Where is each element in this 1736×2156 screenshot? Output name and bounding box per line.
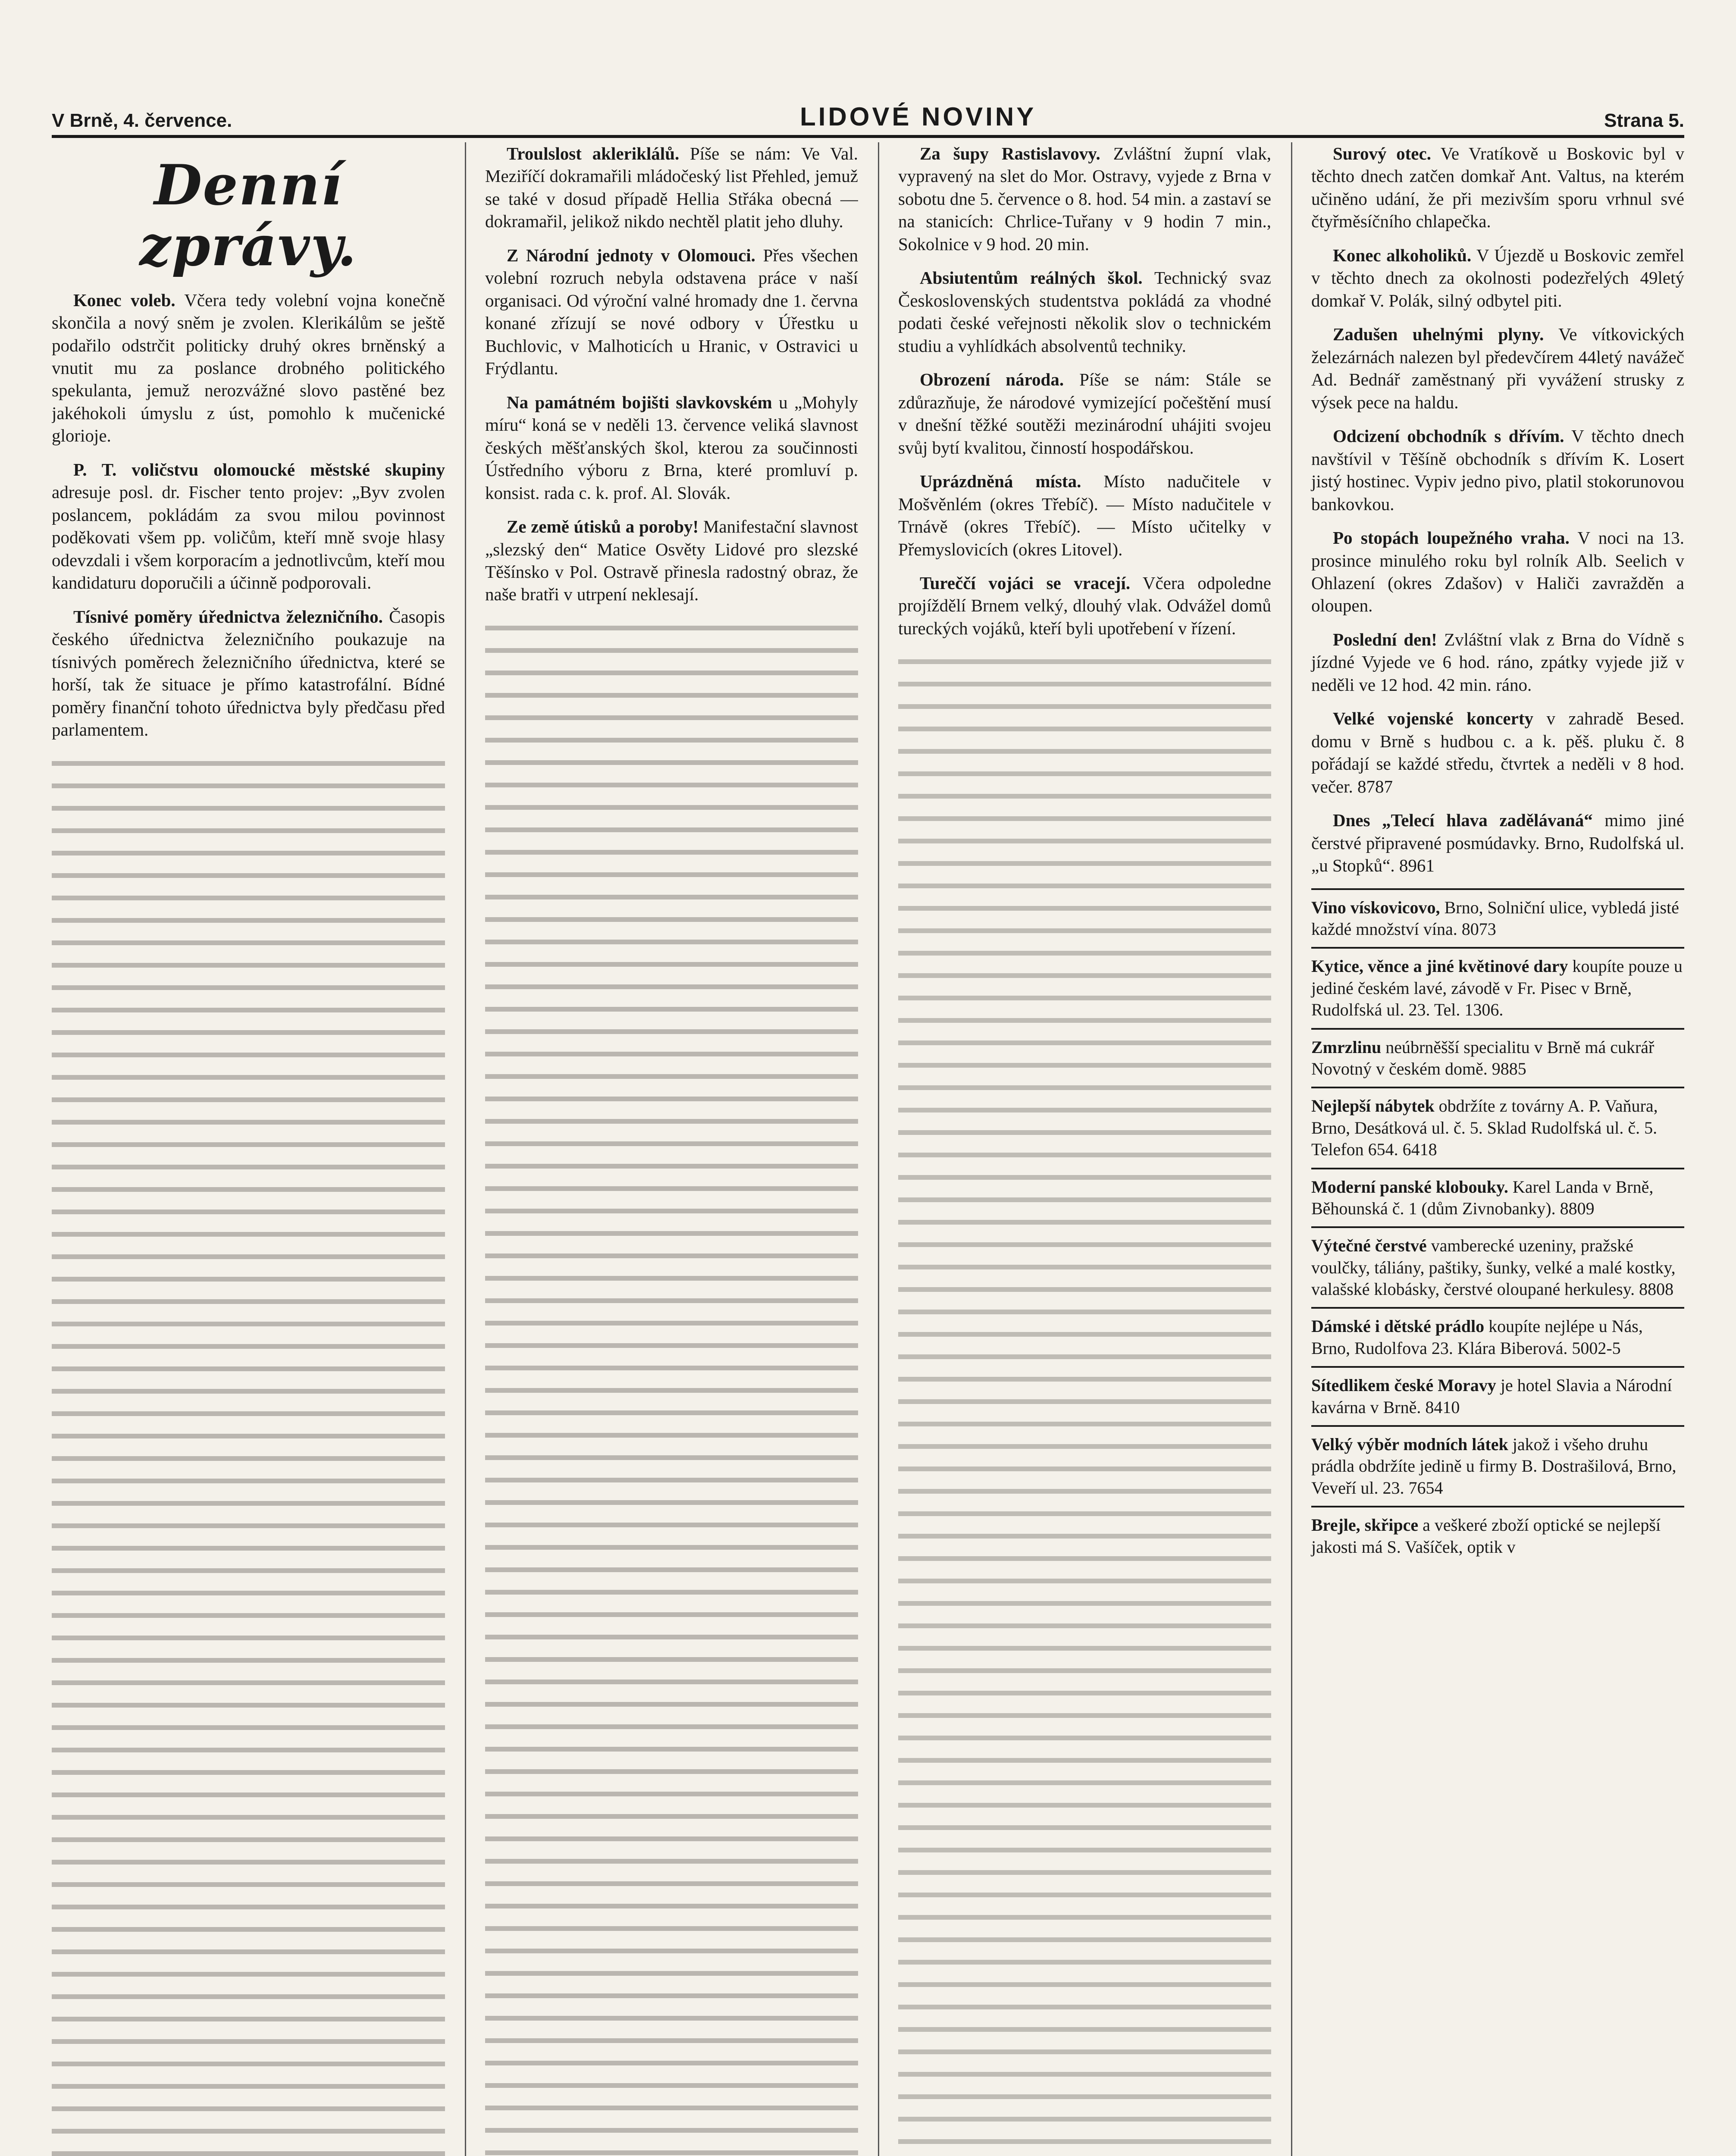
article-text: mimo jiné čerstvé připravené posmúdavky. Brno, Rudolfská ul. „u Stopků“. 8961: [1311, 810, 1684, 876]
article-text: V noci na 13. prosince minulého roku byl rolník Alb. Seelich v Ohlazení (okres Zdašov) v Haliči zavražděn a oloupen.: [1311, 528, 1684, 616]
article: [1311, 142, 1684, 233]
classified-ad: [1311, 1028, 1684, 1087]
ad-text: neúbrněšší specialitu v Brně má cukrář Novotný v českém domě. 9885: [1311, 1037, 1655, 1078]
article-lead: Dnes „Telecí hlava zadělávaná“: [1333, 810, 1593, 830]
article: [1311, 809, 1684, 877]
article-text: V Újezdě u Boskovic zemřel v těchto dnech za okolnosti podezřelých 49letý domkař V. Polák, silný odbytel piti.: [1311, 245, 1684, 310]
article-text: Ve Vratíkově u Boskovic byl v těchto dnech zatčen domkař Ant. Valtus, na kterém učiněno udání, že při mezivším sporu vrhnul své čtyřměsíčního chlapečka.: [1311, 144, 1684, 232]
article: [52, 605, 445, 741]
article: [485, 142, 858, 233]
article: [1311, 425, 1684, 515]
article: [1311, 323, 1684, 414]
classified-ads: [1311, 888, 1684, 1565]
ad-lead: Moderní panské klobouky.: [1311, 1177, 1508, 1197]
text-continuation: [898, 651, 1271, 2156]
article-text: Technický svaz Československých studentstva pokládá za vhodné podati české veřejnosti několik slov o technickém studiu a vyhlídkách absolventů techniky.: [898, 268, 1271, 356]
article-text: Přes všechen volební rozruch nebyla odstavena práce v naší organisaci. Od výroční valné hromady dne 1. června konané zřízují se nové odbory v Úřestku u Buchlovic, v Malhoticích u Hranic, v Ostravici u Frýdlantu.: [485, 245, 858, 379]
masthead: LIDOVÉ NOVINY: [800, 102, 1037, 131]
article-lead: P. T. voličstvu olomoucké městské skupiny: [73, 459, 445, 479]
article-lead: Odcizení obchodník s dřívím.: [1333, 426, 1564, 446]
article: [1311, 707, 1684, 798]
ad-text: Brno, Solniční ulice, vybledá jisté každé množství vína. 8073: [1311, 897, 1679, 939]
article: [52, 289, 445, 447]
ad-lead: Sítedlikem české Moravy: [1311, 1376, 1496, 1395]
article: [1311, 244, 1684, 312]
classified-ad: [1311, 1307, 1684, 1366]
ad-lead: Nejlepší nábytek: [1311, 1096, 1435, 1116]
section-headline: Denní zprávy.: [139, 153, 357, 279]
article: [1311, 628, 1684, 696]
article: [898, 572, 1271, 639]
article-text: Včera odpoledne projíždělí Brnem velký, dlouhý vlak. Odvážel domů tureckých vojáků, kteří byli upotřebení v řízení.: [898, 573, 1271, 638]
article-text: Zvláštní župní vlak, vypravený na slet do Mor. Ostravy, vyjede z Brna v sobotu dne 5. července o 8. hod. 54 min. a zastaví se na stanicích: Chrlice-Tuřany v 9 hodin 7 min., Sokolnice v 9 hod. 20 min.: [898, 144, 1271, 254]
article-text: Zvláštní vlak z Brna do Vídně s jízdné Vyjede ve 6 hod. ráno, zpátky vyjede již v neděli ve 12 hod. 42 min. ráno.: [1311, 629, 1684, 695]
classified-ad: [1311, 1226, 1684, 1307]
article-lead: Po stopách loupežného vraha.: [1333, 528, 1570, 548]
article-lead: Z Národní jednoty v Olomouci.: [507, 245, 755, 265]
article-text: v zahradě Besed. domu v Brně s hudbou c. a k. pěš. pluku č. 8 pořádají se každé středu, čtvrtek a neděli v 8 hod. večer. 8787: [1311, 708, 1684, 796]
article-lead: Konec alkoholiků.: [1333, 245, 1472, 265]
column-4: [1291, 142, 1684, 2156]
article-text: Místo nadučitele v Mošvěnlém (okres Třebíč). — Místo nadučitele v Trnávě (okres Třebíč). — Místo učitelky v Přemyslovicích (okres Litovel).: [898, 471, 1271, 559]
ad-text: koupíte nejlépe u Nás, Brno, Rudolfova 23. Klára Biberová. 5002-5: [1311, 1316, 1643, 1358]
ad-lead: Brejle, skřipce: [1311, 1515, 1419, 1535]
article-lead: Velké vojenské koncerty: [1333, 708, 1533, 729]
classified-ad: [1311, 1425, 1684, 1506]
article: [52, 458, 445, 594]
article-lead: Zadušen uhelnými plyny.: [1333, 324, 1544, 345]
article-lead: Tureččí vojáci se vracejí.: [920, 573, 1131, 593]
ad-text: je hotel Slavia a Národní kavárna v Brně. 8410: [1311, 1376, 1672, 1417]
article: [898, 266, 1271, 357]
article-lead: Uprázdněná místa.: [920, 471, 1081, 492]
article-lead: Na památném bojišti slavkovském: [507, 392, 772, 412]
article-lead: Za šupy Rastislavovy.: [920, 144, 1100, 163]
classified-ad: [1311, 1168, 1684, 1227]
ad-lead: Výtečné čerstvé: [1311, 1236, 1427, 1256]
ad-text: obdržíte z továrny A. P. Vaňura, Brno, Desátková ul. č. 5. Sklad Rudolfská ul. č. 5. Telefon 654. 6418: [1311, 1096, 1658, 1159]
article-lead: Poslední den!: [1333, 629, 1437, 649]
ad-text: vamberecké uzeniny, pražské voulčky, táliány, paštiky, šunky, velké a malé kostky, valašské klobásky, čerstvé oloupané herkulesy. 8808: [1311, 1236, 1676, 1299]
article: [898, 470, 1271, 561]
column-1: [52, 142, 445, 2156]
text-continuation: [485, 617, 858, 2156]
article-lead: Ze země útisků a poroby!: [507, 517, 699, 537]
ad-lead: Kytice, věnce a jiné květinové dary: [1311, 956, 1568, 976]
text-continuation: [52, 752, 445, 2156]
ad-text: a veškeré zboží optické se nejlepší jakosti má S. Vašíček, optik v: [1311, 1515, 1661, 1557]
classified-ad: [1311, 1506, 1684, 1565]
text-columns: [52, 142, 1684, 2156]
ad-lead: Zmrzlinu: [1311, 1037, 1382, 1057]
article-lead: Troulslost akleriklálů.: [507, 144, 680, 163]
article: [898, 142, 1271, 255]
article-text: u „Mohyly míru“ koná se v neděli 13. července veliká slavnost českých měšťanských škol, kterou za součinnosti Ústředního výboru z Brna, které promluví p. konsist. rada c. k. prof. Al. Slovák.: [485, 392, 858, 503]
header-dateline: V Brně, 4. července.: [52, 110, 232, 131]
ad-text: Karel Landa v Brně, Běhounská č. 1 (dům Zivnobanky). 8809: [1311, 1177, 1654, 1218]
article-text: Časopis českého úřednictva železničního poukazuje na tísnivých poměrech železničního úřednictva, které se horší, tak že situace je přímo katastrofální. Bídné poměry finanční tohoto úřednictva byly předčasu před parlamentem.: [52, 606, 445, 740]
article-lead: Absiutentům reálných škol.: [920, 268, 1143, 288]
column-2: [465, 142, 858, 2156]
article-text: Manifestační slavnost „slezský den“ Matice Osvěty Lidové pro slezské Těšínsko v Pol. Ostravě přinesla radostný obraz, že naše bratři v utrpení neklesají.: [485, 517, 858, 605]
page-header: [52, 101, 1684, 138]
article: [485, 391, 858, 504]
ad-text: koupíte pouze u jediné českém lavé, závodě v Fr. Pisec v Brně, Rudolfská ul. 23. Tel. 1306.: [1311, 956, 1683, 1020]
article-text: V těchto dnech navštívil v Těšíně obchodník s dřívím K. Losert jistý hostinec. Vypiv jedno pivo, platil stokorunovou bankovkou.: [1311, 426, 1684, 514]
article-text: Píše se nám: Stále se zdůrazňuje, že národové vymizející počeštění musí v dnešní těžké soutěži mezinárodní uhájiti svojeu svůj bytí kvalitou, činností hospodářskou.: [898, 370, 1271, 458]
article-text: Včera tedy volební vojna konečně skončila a nový sněm je zvolen. Klerikálům se ještě podařilo odstrčit politicky druhý okres brněnský a vnutit mu za poslance drobného politického spekulanta, jemuž nerozvážné slovo pastěné bez jakéhokoli úmyslu z úst, pomohlo k mučenické glorioje.: [52, 290, 445, 446]
ad-lead: Dámské i dětské prádlo: [1311, 1316, 1485, 1336]
ad-text: jakož i všeho druhu prádla obdržíte jedině u firmy B. Dostrašilová, Brno, Veveří ul. 23. 7654: [1311, 1435, 1676, 1498]
article-lead: Tísnivé poměry úřednictva železničního.: [73, 606, 383, 627]
article-text: Ve vítkovických železárnách nalezen byl předevčírem 44letý navážeč Ad. Bednář zaměstnaný při vyvážení strusky z výsek pece na haldu.: [1311, 324, 1684, 412]
article-lead: Konec voleb.: [73, 290, 175, 310]
article: [898, 368, 1271, 459]
article-lead: Obrození národa.: [920, 370, 1064, 390]
ad-lead: Velký výběr modních látek: [1311, 1435, 1508, 1454]
classified-ad: [1311, 947, 1684, 1028]
page-number: Strana 5.: [1604, 110, 1684, 131]
classified-ad: [1311, 1366, 1684, 1425]
article-text: adresuje posl. dr. Fischer tento projev: „Byv zvolen poslancem, pokládám za svou milou povinnost poděkovati všem pp. voličům, kteří mně svoje hlasy odevzdali i všem korporacím a jednotlivcům, kteří mou kandidaturu doporučili a účinně podporovali.: [52, 482, 445, 593]
article-lead: Surový otec.: [1333, 144, 1431, 163]
article-text: Píše se nám: Ve Val. Meziříčí dokramařili mládočeský list Přehled, jemuž se také v dosud případě Hellia Střáka obecná — dokramařil, jelikož nikdo nechtěl platit jeho dluhy.: [485, 144, 858, 232]
article: [1311, 526, 1684, 617]
classified-ad: [1311, 1087, 1684, 1167]
column-3: [878, 142, 1271, 2156]
classified-ad: [1311, 888, 1684, 947]
article: [485, 515, 858, 606]
article: [485, 244, 858, 380]
ad-lead: Vino vískovicovo,: [1311, 897, 1440, 917]
